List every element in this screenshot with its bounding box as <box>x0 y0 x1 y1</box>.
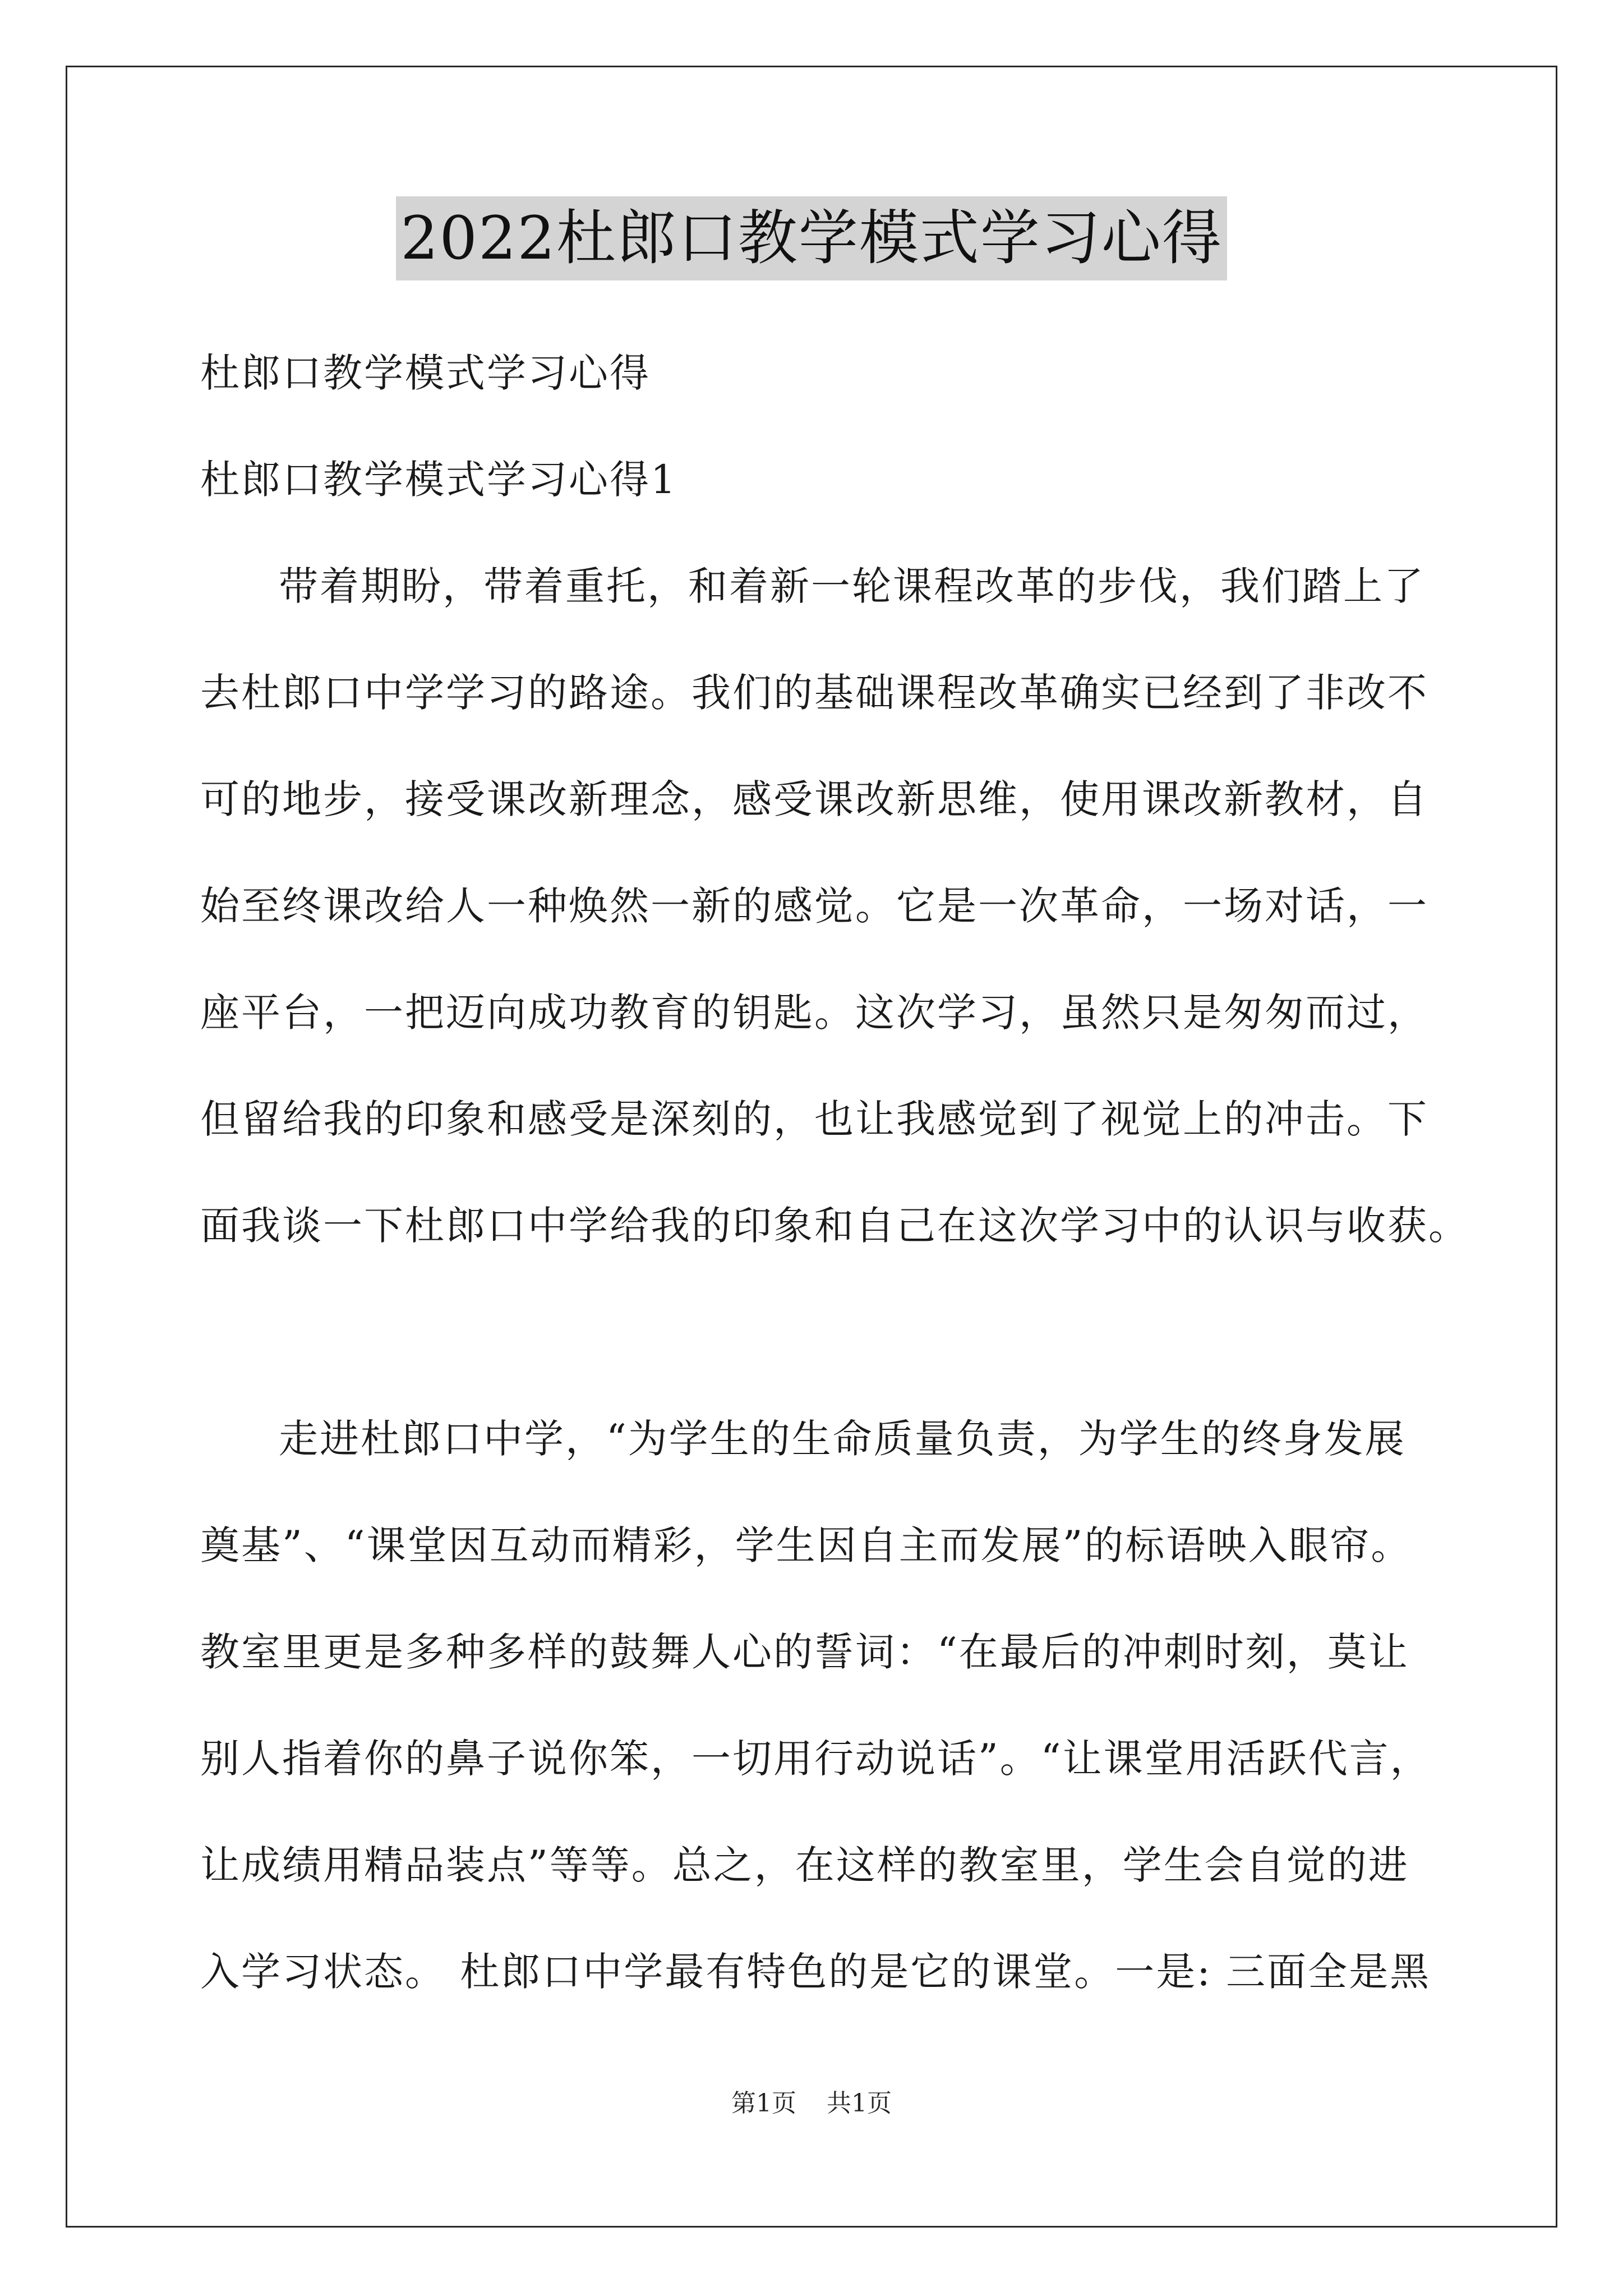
text-line: 始至终课改给人一种焕然一新的感觉。它是一次革命，一场对话，一 <box>200 883 1428 929</box>
paragraph-spacer <box>200 1279 1434 1386</box>
text-line: 可的地步，接受课改新理念，感受课改新思维，使用课改新教材，自 <box>200 776 1428 822</box>
page-footer <box>0 2087 1623 2120</box>
text-line: 奠基”、“课堂因互动而精彩，学生因自主而发展”的标语映入眼帘。 <box>200 1522 1412 1568</box>
subtitle: 杜郎口教学模式学习心得 <box>200 350 651 396</box>
text-line: 面我谈一下杜郎口中学给我的印象和自己在这次学习中的认识与收获。 <box>200 1203 1469 1249</box>
text-line: 座平台，一把迈向成功教育的钥匙。这次学习，虽然只是匆匆而过， <box>200 990 1428 1036</box>
text-line: 入学习状态。 杜郎口中学最有特色的是它的课堂。一是: 三面全是黑 <box>200 1949 1431 1995</box>
document-body <box>200 320 1469 2025</box>
text-line: 带着期盼，带着重托，和着新一轮课程改革的步伐，我们踏上了 <box>279 563 1425 609</box>
title-container <box>0 196 1623 280</box>
text-line: 走进杜郎口中学，“为学生的生命质量负责，为学生的终身发展 <box>279 1416 1406 1462</box>
text-line: 去杜郎口中学学习的路途。我们的基础课程改革确实已经到了非改不 <box>200 670 1428 716</box>
text-line: 教室里更是多种多样的鼓舞人心的誓词：“在最后的冲刺时刻，莫让 <box>200 1629 1409 1675</box>
paragraph-1 <box>200 533 1469 1279</box>
page-total: 共1页 <box>827 2089 892 2118</box>
text-line: 但留给我的印象和感受是深刻的，也让我感觉到了视觉上的冲击。下 <box>200 1096 1428 1142</box>
text-line: 别人指着你的鼻子说你笨，一切用行动说话”。“让课堂用活跃代言， <box>200 1736 1431 1782</box>
page-number: 第1页 <box>731 2089 796 2118</box>
paragraph-2 <box>200 1386 1434 2025</box>
document-title: 2022杜郎口教学模式学习心得 <box>396 196 1227 280</box>
section-heading: 杜郎口教学模式学习心得1 <box>200 457 677 503</box>
text-line: 让成绩用精品装点”等等。总之，在这样的教室里，学生会自觉的进 <box>200 1842 1409 1888</box>
